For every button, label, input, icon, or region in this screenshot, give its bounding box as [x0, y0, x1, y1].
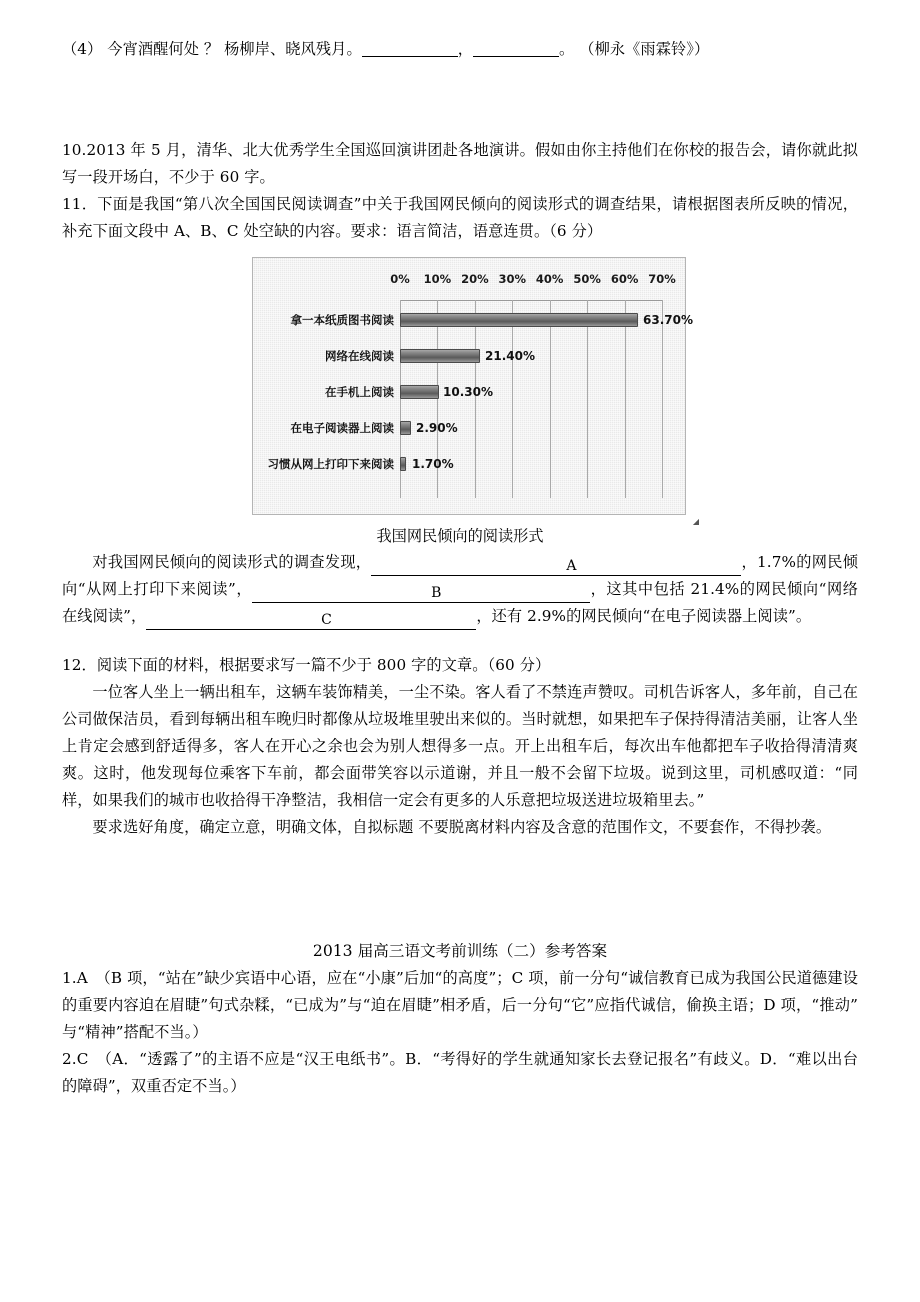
poem-line-number: （4）: [62, 40, 103, 58]
chart-caption: 我国网民倾向的阅读形式: [376, 527, 544, 545]
bar-row: [290, 304, 693, 336]
poem-line-item: [62, 36, 858, 63]
gap-before-chart: [62, 245, 858, 257]
question-12-material: 一位客人坐上一辆出租车，这辆车装饰精美，一尘不染。客人看了不禁连声赞叹。司机告诉客人，多年前，自己在公司做保洁员，看到每辆出租车晚归时都像从垃圾堆里驶出来似的。当时就想，如果把车子保持得清洁美丽，让客人坐上肯定会感到舒适得多，客人在开心之余也会为别人想得多一点。开上出租车后，每次出车他都把车子收拾得清清爽爽。这时，他发现每位乘客下车前，都会面带笑容以示道谢，并且一般不会留下垃圾。说到这里，司机感叹道：“同样，如果我们的城市也收拾得干净整洁，我相信一定会有更多的人乐意把垃圾送进垃圾箱里去。”: [62, 683, 858, 809]
chart-top-rule: [400, 300, 662, 301]
top-spacer: [62, 0, 858, 36]
bar-value-label: 2.90%: [416, 421, 458, 435]
blank-c[interactable]: C: [146, 612, 476, 630]
bar-row: [325, 340, 662, 372]
blank-a[interactable]: A: [371, 558, 741, 576]
chart-inner: [253, 258, 693, 514]
answer-key-title: 2013 届高三语文考前训练（二）参考答案: [312, 942, 608, 960]
chart-x-axis-tick-labels: [390, 272, 676, 292]
answer-item-2: 2.C （A．“透露了”的主语不应是“汉王电纸书”。B．“考得好的学生就通知家长去登记报名”有歧义。D．“难以出台的障碍”，双重否定不当。）: [62, 1050, 858, 1095]
x-tick-60: 60%: [610, 272, 639, 286]
question-12-requirements: 要求选好角度，确定立意，明确文体，自拟标题 不要脱离材料内容及含意的范围作文，不要套作，不得抄袭。: [92, 818, 832, 836]
bar-category-label: 在电子阅读器上阅读: [290, 421, 394, 435]
fill-seg-4: ，这其中包括 21.4%的网民倾向“网络在线阅读”，: [62, 580, 858, 625]
bar-category-label: 拿一本纸质图书阅读: [290, 313, 394, 327]
chart-corner-mark: ◢: [692, 517, 699, 526]
x-tick-0: 0%: [390, 272, 410, 286]
poem-period: 。: [559, 40, 575, 58]
gap-before-answers-2: [62, 915, 858, 937]
answer-item-1: 1.A （B 项，“站在”缺少宾语中心语，应在“小康”后加“的高度”；C 项，前一分句“诚信教育已成为我国公民道德建设的重要内容迫在眉睫”句式杂糅，“已成为”与“迫在眉睫”相矛盾，后一分句“它”应指代诚信，偷换主语；D 项，“推动”与“精神”搭配不当。）: [62, 969, 858, 1041]
gap-before-answers: [62, 841, 858, 915]
gap-after-poem: [62, 63, 858, 137]
question-11-fill-paragraph: [62, 549, 858, 630]
gap-before-q12: [62, 630, 858, 652]
fill-seg-3: 1.7%的网民倾向“从网上打印下来阅读”，: [62, 553, 858, 598]
bar-shape: [400, 421, 411, 435]
bar-shape: [400, 349, 480, 363]
poem-line-text: 今宵酒醒何处 ？ 杨柳岸、晓风残月。: [107, 40, 362, 58]
fill-seg-5: ，还有 2.9%的网民倾向“在电子阅读器上阅读”。: [476, 607, 812, 625]
reading-format-bar-chart: [252, 257, 699, 526]
question-12-prompt: 12．阅读下面的材料，根据要求写一篇不少于 800 字的文章。（60 分）: [62, 656, 551, 674]
fill-seg-2: ，: [741, 553, 758, 571]
question-11: 11．下面是我国“第八次全国国民阅读调查”中关于我国网民倾向的阅读形式的调查结果，请根据图表所反映的情况，补充下面文段中 A、B、C 处空缺的内容。要求：语言简洁，语意连贯。（6 分）: [62, 195, 858, 240]
bar-value-label: 63.70%: [643, 313, 693, 327]
chart-plot-area: [267, 300, 693, 498]
x-tick-20: 20%: [461, 272, 489, 286]
fill-seg-1: 对我国网民倾向的阅读形式的调查发现，: [92, 553, 372, 571]
x-tick-40: 40%: [535, 272, 564, 286]
bar-value-label: 10.30%: [443, 385, 493, 399]
poem-blank-2[interactable]: [473, 41, 559, 57]
x-tick-30: 30%: [498, 272, 527, 286]
reading-format-chart-container: [62, 257, 858, 526]
question-10: 10.2013 年 5 月，清华、北大优秀学生全国巡回演讲团赴各地演讲。假如由你主持他们在你校的报告会，请你就此拟写一段开场白，不少于 60 字。: [62, 141, 858, 186]
blank-b[interactable]: B: [252, 585, 590, 603]
bar-row: [267, 448, 662, 480]
bar-shape: [400, 457, 406, 471]
bar-value-label: 21.40%: [485, 349, 535, 363]
x-tick-10: 10%: [423, 272, 452, 286]
bar-shape: [400, 313, 638, 327]
x-tick-70: 70%: [648, 272, 676, 286]
bar-row: [325, 376, 662, 408]
x-tick-50: 50%: [573, 272, 601, 286]
poem-separator: ，: [457, 40, 474, 58]
bar-category-label: 网络在线阅读: [325, 349, 394, 363]
bar-row: [290, 412, 662, 444]
bar-category-label: 习惯从网上打印下来阅读: [267, 457, 394, 471]
bar-category-label: 在手机上阅读: [325, 385, 394, 399]
bar-shape: [400, 385, 439, 399]
gridline-70: [662, 300, 663, 498]
bar-value-label: 1.70%: [412, 457, 454, 471]
poem-attribution: （柳永《雨霖铃》）: [579, 40, 710, 58]
poem-blank-1[interactable]: [362, 41, 458, 57]
